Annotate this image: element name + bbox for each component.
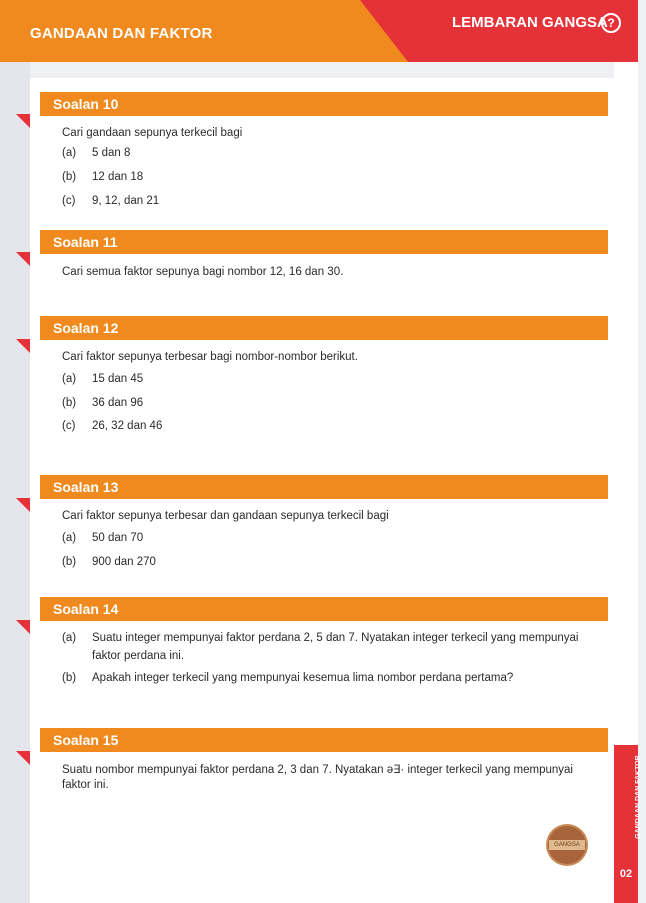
question-15-text-continued: faktor ini. xyxy=(62,779,109,791)
question-15-text: Suatu nombor mempunyai faktor perdana 2, 3 dan 7. Nyatakan ə∃· integer terkecil yang mempunyai xyxy=(62,764,573,776)
item-text: 15 dan 45 xyxy=(92,373,144,385)
item-text-continued: faktor perdana ini. xyxy=(92,650,185,662)
item-label: (a) xyxy=(62,373,77,385)
item-text: 9, 12, dan 21 xyxy=(92,195,160,207)
header-accent xyxy=(360,0,638,62)
question-10-prompt: Cari gandaan sepunya terkecil bagi xyxy=(62,127,243,139)
help-icon[interactable]: ? xyxy=(601,13,621,33)
item-label: (a) xyxy=(62,147,77,159)
item-label: (c) xyxy=(62,195,76,207)
question-header-12: Soalan 12 xyxy=(40,316,608,340)
item-text: 900 dan 270 xyxy=(92,556,156,568)
item-label: (b) xyxy=(62,171,77,183)
question-header-11: Soalan 11 xyxy=(40,230,608,254)
side-tab-label: GANDAAN DAN FAKTOR xyxy=(635,755,642,839)
badge-label: GANGSA xyxy=(549,840,585,850)
item-text: 12 dan 18 xyxy=(92,171,144,183)
question-13-prompt: Cari faktor sepunya terbesar dan gandaan sepunya terkecil bagi xyxy=(62,510,389,522)
item-label: (c) xyxy=(62,420,76,432)
item-label: (a) xyxy=(62,632,77,644)
item-text: 5 dan 8 xyxy=(92,147,131,159)
page-number: 02 xyxy=(619,868,633,880)
left-margin xyxy=(0,62,30,903)
worksheet-title: LEMBARAN GANGSA xyxy=(452,14,608,31)
item-text: 50 dan 70 xyxy=(92,532,144,544)
question-11-prompt: Cari semua faktor sepunya bagi nombor 12, 16 dan 30. xyxy=(62,266,344,278)
item-label: (b) xyxy=(62,397,77,409)
item-label: (b) xyxy=(62,672,77,684)
page-title: GANDAAN DAN FAKTOR xyxy=(30,25,213,42)
item-label: (a) xyxy=(62,532,77,544)
item-text: 36 dan 96 xyxy=(92,397,144,409)
item-text: Apakah integer terkecil yang mempunyai kesemua lima nombor perdana pertama? xyxy=(92,672,514,684)
question-header-14: Soalan 14 xyxy=(40,597,608,621)
question-header-10: Soalan 10 xyxy=(40,92,608,116)
question-header-13: Soalan 13 xyxy=(40,475,608,499)
question-12-prompt: Cari faktor sepunya terbesar bagi nombor-nombor berikut. xyxy=(62,351,358,363)
item-text: Suatu integer mempunyai faktor perdana 2, 5 dan 7. Nyatakan integer terkecil yang mempunyai xyxy=(92,632,579,644)
item-label: (b) xyxy=(62,556,77,568)
question-header-15: Soalan 15 xyxy=(40,728,608,752)
item-text: 26, 32 dan 46 xyxy=(92,420,163,432)
